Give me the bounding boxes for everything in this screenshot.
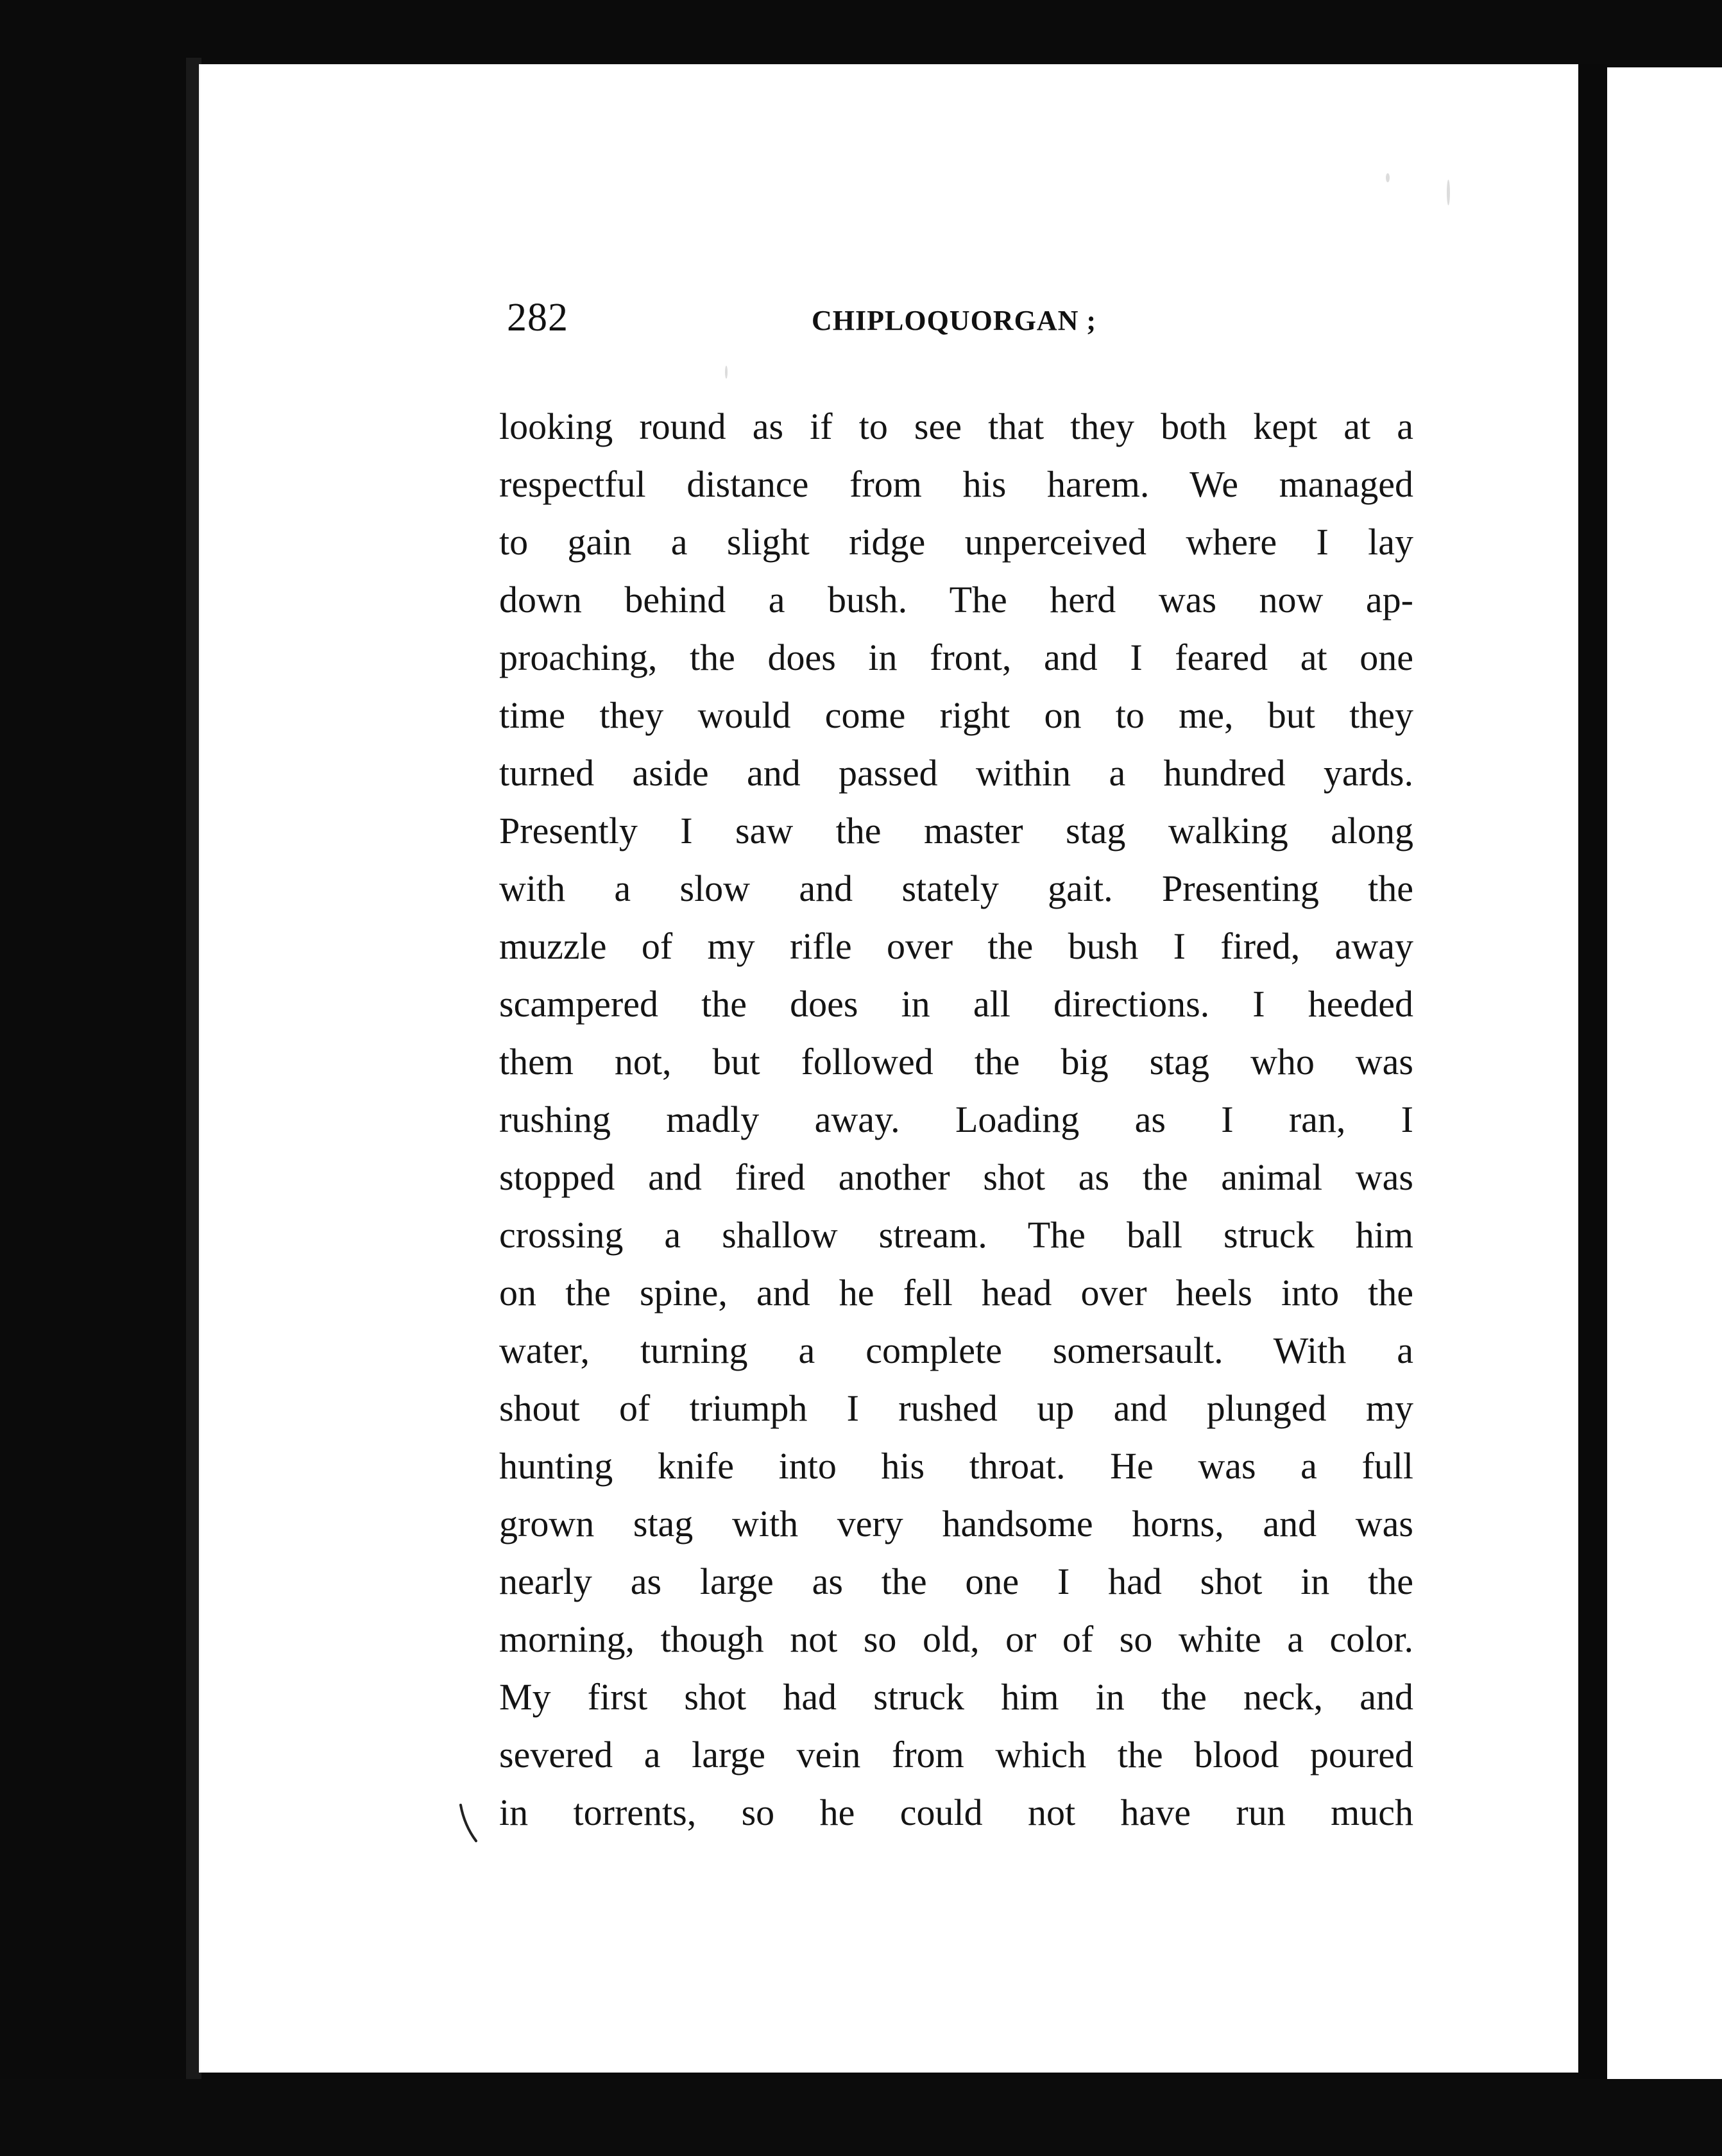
text-line: respectful distance from his harem. We managed — [499, 463, 1413, 505]
text-line: water, turning a complete somersault. With a — [499, 1330, 1413, 1371]
text-line: looking round as if to see that they both kept at a — [499, 406, 1413, 447]
text-line: turned aside and passed within a hundred yards. — [499, 752, 1413, 794]
text-line: down behind a bush. The herd was now ap- — [499, 579, 1413, 620]
text-line: Presently I saw the master stag walking along — [499, 810, 1413, 851]
facing-page-strip — [1607, 67, 1722, 2079]
text-line: with a slow and stately gait. Presenting the — [499, 868, 1413, 909]
text-line: grown stag with very handsome horns, and was — [499, 1503, 1413, 1544]
paper-speck — [1447, 180, 1450, 205]
body-text — [499, 398, 1413, 1842]
text-line: hunting knife into his throat. He was a full — [499, 1445, 1413, 1487]
text-line: My first shot had struck him in the neck, and — [499, 1676, 1413, 1718]
text-line: muzzle of my rifle over the bush I fired, away — [499, 925, 1413, 967]
pencil-margin-mark — [457, 1800, 482, 1845]
text-line: shout of triumph I rushed up and plunged my — [499, 1387, 1413, 1429]
page-number: 282 — [507, 296, 568, 339]
text-line: proaching, the does in front, and I feared at one — [499, 637, 1413, 678]
text-line: severed a large vein from which the blood poured — [499, 1734, 1413, 1775]
text-line: to gain a slight ridge unperceived where I lay — [499, 521, 1413, 563]
text-line: rushing madly away. Loading as I ran, I — [499, 1099, 1413, 1140]
text-line: on the spine, and he fell head over heels into the — [499, 1272, 1413, 1313]
page-header — [507, 295, 1405, 353]
scan-bottom-band — [0, 2079, 1722, 2156]
running-head: CHIPLOQUORGAN ; — [812, 305, 1096, 336]
text-line: scampered the does in all directions. I heeded — [499, 983, 1413, 1025]
paper-speck — [1386, 173, 1390, 182]
text-line: nearly as large as the one I had shot in the — [499, 1561, 1413, 1602]
text-line: crossing a shallow stream. The ball struck him — [499, 1214, 1413, 1256]
text-line: time they would come right on to me, but they — [499, 694, 1413, 736]
gutter-shadow — [1578, 64, 1607, 2079]
text-line: them not, but followed the big stag who was — [499, 1041, 1413, 1082]
text-line: morning, though not so old, or of so white a color. — [499, 1618, 1413, 1660]
text-line: stopped and fired another shot as the animal was — [499, 1156, 1413, 1198]
paper-speck — [725, 366, 728, 379]
text-line: in torrents, so he could not have run much — [499, 1792, 1413, 1833]
